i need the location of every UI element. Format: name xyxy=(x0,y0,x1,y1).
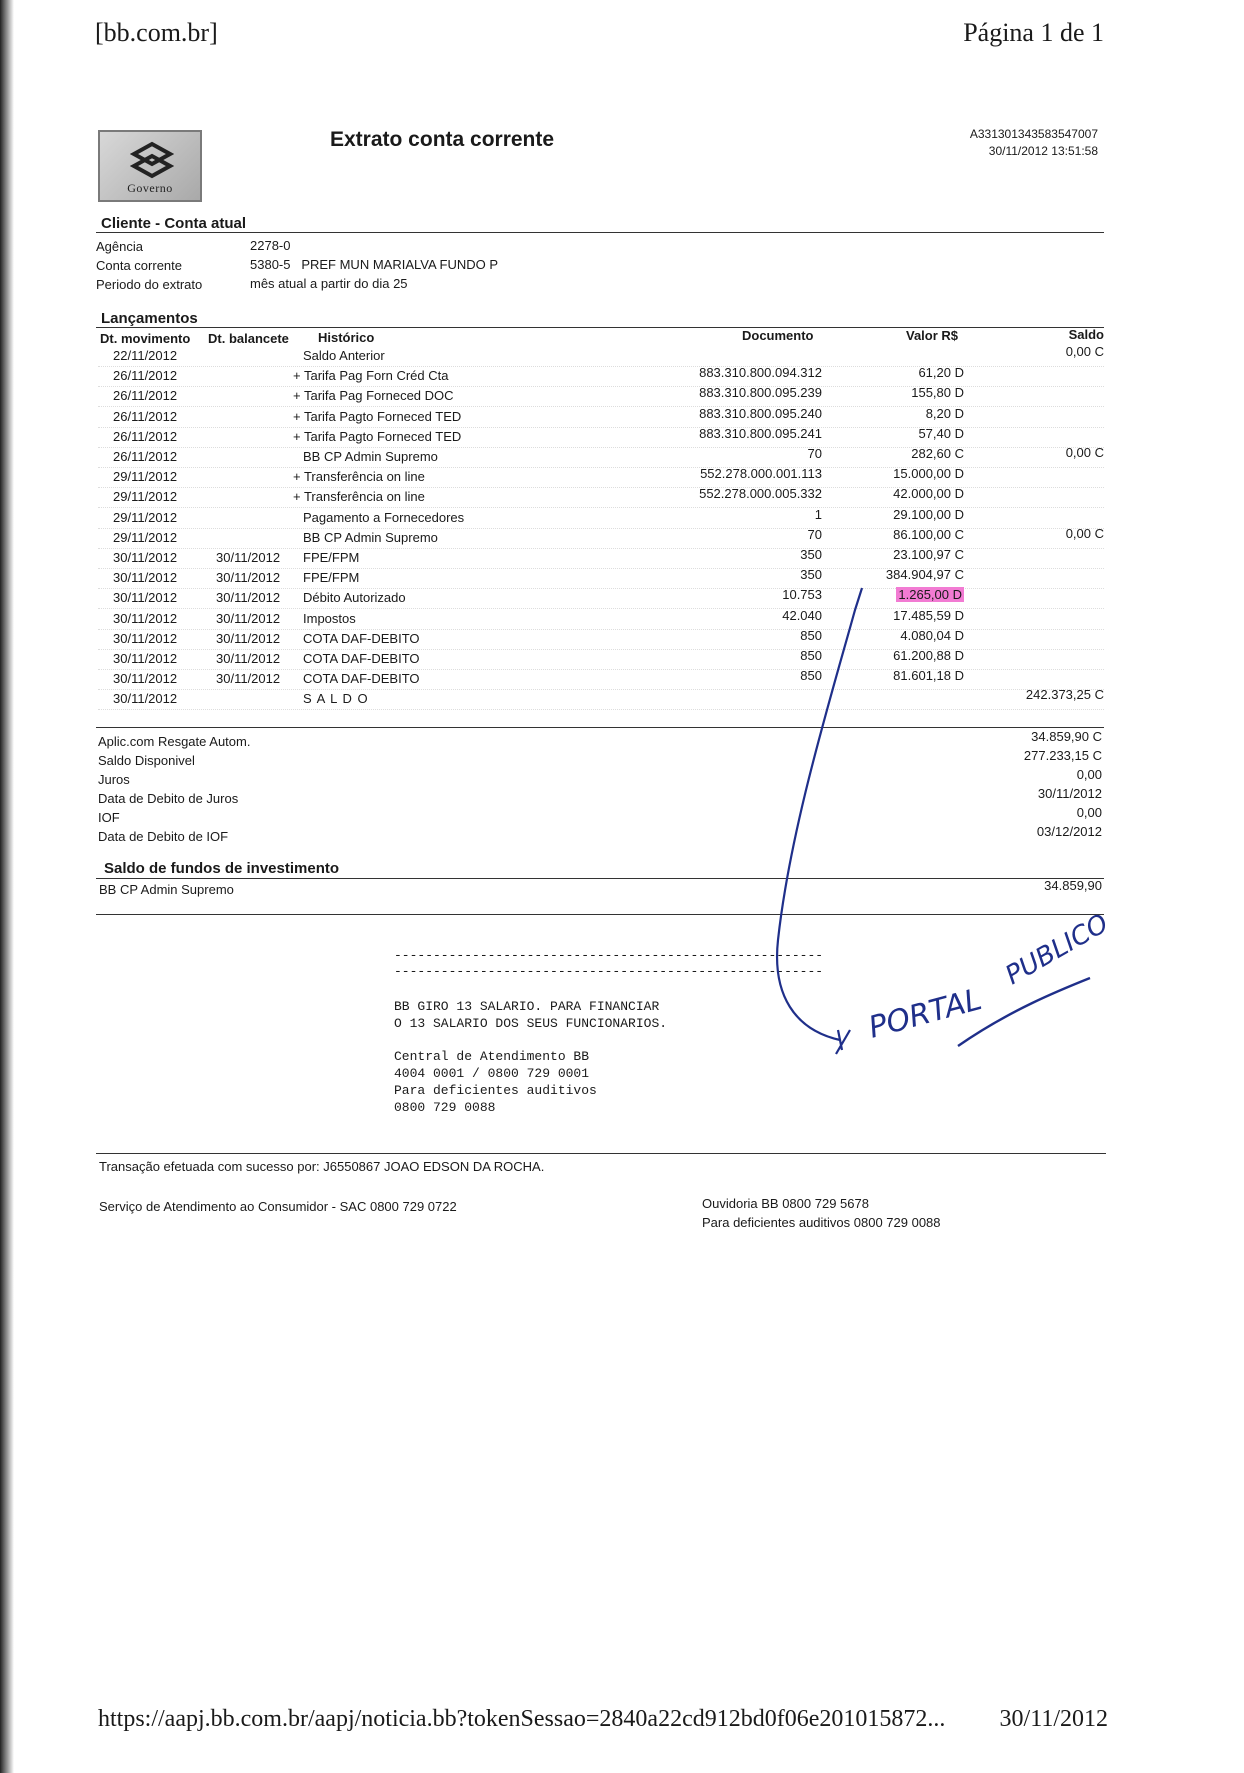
cell-historico: Saldo Anterior xyxy=(303,348,385,363)
logo-governo-text: Governo xyxy=(127,181,173,195)
cell-historico: Pagamento a Fornecedores xyxy=(303,510,465,525)
cell-dt-movimento: 30/11/2012 xyxy=(113,671,178,686)
col-header-valor: Valor R$ xyxy=(906,328,959,343)
cell-documento: 552.278.000.005.332 xyxy=(699,486,822,501)
cell-historico: COTA DAF-DEBITO xyxy=(303,631,420,646)
divider xyxy=(96,1153,1106,1154)
cell-historico: BB CP Admin Supremo xyxy=(303,530,438,545)
summary-value: 0,00 xyxy=(1076,767,1102,782)
cell-dt-balancete: 30/11/2012 xyxy=(216,631,281,646)
cell-valor: 23.100,97 C xyxy=(893,547,964,562)
cell-dt-movimento: 30/11/2012 xyxy=(113,611,178,626)
page-url[interactable]: https://aapj.bb.com.br/aapj/noticia.bb?tokenSessao=2840a22cd912bd0f06e201015872... xyxy=(98,1706,946,1732)
document-id: A331301343583547007 xyxy=(969,127,1098,141)
cell-valor: 61,20 D xyxy=(918,365,964,380)
cell-historico: BB CP Admin Supremo xyxy=(303,449,438,464)
cell-documento: 1 xyxy=(814,507,822,522)
summary-label: Saldo Disponivel xyxy=(98,753,195,768)
cell-historico: + Transferência on line xyxy=(293,469,425,484)
cell-historico: Débito Autorizado xyxy=(303,590,406,605)
col-header-hist: Histórico xyxy=(318,330,375,345)
summary-label: Data de Debito de Juros xyxy=(98,791,239,806)
agencia-label: Agência xyxy=(96,239,143,254)
cell-historico: + Tarifa Pagto Forneced TED xyxy=(293,409,462,424)
cell-historico: FPE/FPM xyxy=(303,550,360,565)
cell-valor: 155,80 D xyxy=(911,385,964,400)
summary-value: 34.859,90 C xyxy=(1031,729,1102,744)
cell-dt-movimento: 26/11/2012 xyxy=(113,409,178,424)
cell-historico: + Tarifa Pag Forneced DOC xyxy=(293,388,454,403)
cell-valor: 4.080,04 D xyxy=(900,628,964,643)
cell-documento: 42.040 xyxy=(782,608,822,623)
periodo-value: mês atual a partir do dia 25 xyxy=(250,276,408,291)
message-line: 4004 0001 / 0800 729 0001 xyxy=(394,1066,590,1081)
cell-dt-movimento: 30/11/2012 xyxy=(113,570,178,585)
print-date: 30/11/2012 xyxy=(999,1706,1108,1732)
cell-valor: 81.601,18 D xyxy=(893,668,964,683)
cell-documento: 883.310.800.094.312 xyxy=(699,365,822,380)
cell-dt-movimento: 30/11/2012 xyxy=(113,631,178,646)
cell-valor: 86.100,00 C xyxy=(893,527,964,542)
cell-historico: + Transferência on line xyxy=(293,489,425,504)
col-header-bal: Dt. balancete xyxy=(208,331,289,346)
annotation-text-portal: PORTAL xyxy=(865,982,986,1046)
cell-valor: 15.000,00 D xyxy=(893,466,964,481)
message-dash-line: ------------------------------------------------------- xyxy=(394,964,824,979)
cell-documento: 883.310.800.095.241 xyxy=(699,426,822,441)
cell-valor: 282,60 C xyxy=(911,446,964,461)
cell-valor: 42.000,00 D xyxy=(893,486,964,501)
cell-dt-movimento: 30/11/2012 xyxy=(113,691,178,706)
cell-historico: COTA DAF-DEBITO xyxy=(303,651,420,666)
cell-dt-movimento: 29/11/2012 xyxy=(113,489,178,504)
fundos-section-title: Saldo de fundos de investimento xyxy=(104,860,340,877)
cell-valor: 17.485,59 D xyxy=(893,608,964,623)
cell-dt-movimento: 22/11/2012 xyxy=(113,348,178,363)
cell-documento: 850 xyxy=(800,668,822,683)
agencia-value: 2278-0 xyxy=(250,238,291,253)
cell-saldo: 242.373,25 C xyxy=(1025,687,1104,702)
lancamentos-section-title: Lançamentos xyxy=(101,310,198,327)
cell-valor: 1.265,00 D xyxy=(898,587,962,602)
cell-dt-movimento: 26/11/2012 xyxy=(113,429,178,444)
sac-info: Serviço de Atendimento ao Consumidor - SAC 0800 729 0722 xyxy=(99,1199,457,1214)
message-line: O 13 SALARIO DOS SEUS FUNCIONARIOS. xyxy=(394,1016,668,1031)
cell-documento: 850 xyxy=(800,648,822,663)
cell-valor: 8,20 D xyxy=(925,406,964,421)
fundo-name: BB CP Admin Supremo xyxy=(99,882,234,897)
summary-label: Juros xyxy=(98,772,130,787)
message-line: Central de Atendimento BB xyxy=(394,1049,590,1064)
cell-dt-movimento: 29/11/2012 xyxy=(113,530,178,545)
cell-saldo: 0,00 C xyxy=(1065,526,1104,541)
summary-value: 0,00 xyxy=(1076,805,1102,820)
cell-historico: FPE/FPM xyxy=(303,570,360,585)
conta-value: 5380-5 PREF MUN MARIALVA FUNDO P xyxy=(250,257,499,272)
cell-valor: 384.904,97 C xyxy=(885,567,964,582)
site-label: [bb.com.br] xyxy=(95,18,218,47)
cell-documento: 70 xyxy=(807,446,822,461)
cell-dt-balancete: 30/11/2012 xyxy=(216,570,281,585)
page-title: Extrato conta corrente xyxy=(330,128,555,151)
cell-dt-movimento: 26/11/2012 xyxy=(113,368,178,383)
summary-label: Data de Debito de IOF xyxy=(98,829,229,844)
deficientes-info: Para deficientes auditivos 0800 729 0088 xyxy=(702,1215,941,1230)
cell-documento: 883.310.800.095.240 xyxy=(699,406,822,421)
cell-dt-movimento: 30/11/2012 xyxy=(113,651,178,666)
cell-dt-balancete: 30/11/2012 xyxy=(216,590,281,605)
cell-documento: 552.278.000.001.113 xyxy=(700,466,822,481)
annotation-arrow-line xyxy=(777,588,862,1040)
cell-historico: COTA DAF-DEBITO xyxy=(303,671,420,686)
ouvidoria-info: Ouvidoria BB 0800 729 5678 xyxy=(702,1196,869,1211)
cliente-section-title: Cliente - Conta atual xyxy=(101,215,247,232)
cell-valor: 57,40 D xyxy=(918,426,964,441)
cell-historico: + Tarifa Pagto Forneced TED xyxy=(293,429,462,444)
cell-dt-balancete: 30/11/2012 xyxy=(216,671,281,686)
annotation-arrowhead-icon xyxy=(836,1030,850,1054)
cell-documento: 70 xyxy=(807,527,822,542)
cell-documento: 350 xyxy=(800,567,822,582)
periodo-label: Periodo do extrato xyxy=(96,277,203,292)
cell-dt-movimento: 29/11/2012 xyxy=(113,469,178,484)
conta-label: Conta corrente xyxy=(96,258,182,273)
cell-documento: 883.310.800.095.239 xyxy=(699,385,822,400)
col-header-doc: Documento xyxy=(742,328,814,343)
cell-documento: 350 xyxy=(800,547,822,562)
col-header-saldo: Saldo xyxy=(1068,327,1104,342)
cell-valor: 29.100,00 D xyxy=(893,507,964,522)
cell-historico: Impostos xyxy=(303,611,356,626)
cell-dt-balancete: 30/11/2012 xyxy=(216,550,281,565)
page-counter: Página 1 de 1 xyxy=(963,18,1104,47)
cell-dt-balancete: 30/11/2012 xyxy=(216,611,281,626)
message-dash-line: ------------------------------------------------------- xyxy=(394,948,824,963)
summary-value: 30/11/2012 xyxy=(1037,786,1102,801)
cell-valor: 61.200,88 D xyxy=(893,648,964,663)
summary-label: IOF xyxy=(98,810,120,825)
annotation-text-publico: PUBLICO xyxy=(1000,908,1114,992)
cell-historico: + Tarifa Pag Forn Créd Cta xyxy=(293,368,449,383)
summary-value: 03/12/2012 xyxy=(1036,824,1102,839)
summary-label: Aplic.com Resgate Autom. xyxy=(98,734,251,749)
transaction-confirmation: Transação efetuada com sucesso por: J6550867 JOAO EDSON DA ROCHA. xyxy=(99,1159,545,1174)
cell-documento: 10.753 xyxy=(782,587,822,602)
summary-value: 277.233,15 C xyxy=(1023,748,1102,763)
document-timestamp: 30/11/2012 13:51:58 xyxy=(988,144,1098,158)
cell-dt-movimento: 30/11/2012 xyxy=(113,550,178,565)
message-line: BB GIRO 13 SALARIO. PARA FINANCIAR xyxy=(394,999,660,1014)
cell-dt-movimento: 26/11/2012 xyxy=(113,449,178,464)
cell-documento: 850 xyxy=(800,628,822,643)
cell-saldo: 0,00 C xyxy=(1065,344,1104,359)
cell-historico: S A L D O xyxy=(303,691,369,706)
cell-dt-movimento: 26/11/2012 xyxy=(113,388,178,403)
cell-dt-movimento: 29/11/2012 xyxy=(113,510,178,525)
message-line: 0800 729 0088 xyxy=(394,1100,496,1115)
cell-dt-balancete: 30/11/2012 xyxy=(216,651,281,666)
fundo-value: 34.859,90 xyxy=(1044,878,1102,893)
cell-dt-movimento: 30/11/2012 xyxy=(113,590,178,605)
message-line: Para deficientes auditivos xyxy=(394,1083,597,1098)
cell-saldo: 0,00 C xyxy=(1065,445,1104,460)
col-header-mov: Dt. movimento xyxy=(100,331,191,346)
